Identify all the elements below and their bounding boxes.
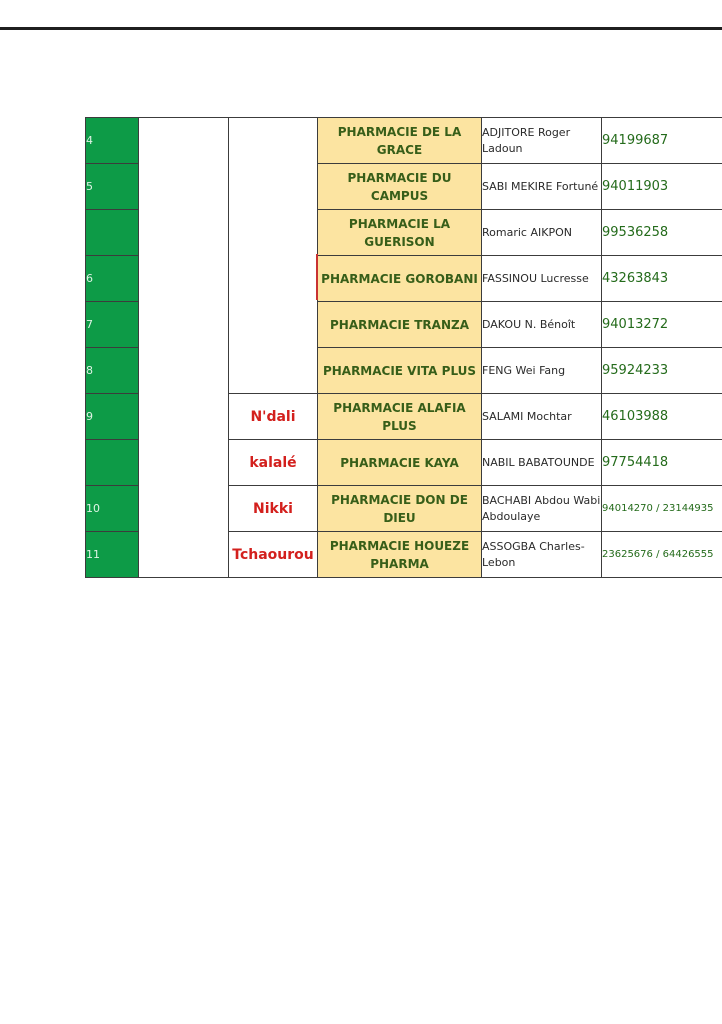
- phone-number: 95924233: [602, 348, 722, 394]
- row-number: 5: [86, 164, 139, 210]
- commune-cell: N'dali: [229, 394, 318, 440]
- pharmacy-name: PHARMACIE DU CAMPUS: [318, 164, 482, 210]
- phone-number: 97754418: [602, 440, 722, 486]
- red-margin-mark: [316, 254, 318, 300]
- owner-name: FASSINOU Lucresse: [482, 256, 602, 302]
- commune-cell: [229, 118, 318, 394]
- table-row: [86, 118, 722, 164]
- row-number: [86, 210, 139, 256]
- owner-name: BACHABI Abdou Wabi Abdoulaye: [482, 486, 602, 532]
- blank-column: [139, 118, 229, 578]
- pharmacy-name: PHARMACIE KAYA: [318, 440, 482, 486]
- row-number: 9: [86, 394, 139, 440]
- row-number: 4: [86, 118, 139, 164]
- phone-number: 46103988: [602, 394, 722, 440]
- row-number: 6: [86, 256, 139, 302]
- pharmacy-name: PHARMACIE ALAFIA PLUS: [318, 394, 482, 440]
- phone-number: 94013272: [602, 302, 722, 348]
- top-rule: [0, 27, 722, 30]
- row-number: 8: [86, 348, 139, 394]
- pharmacy-name: PHARMACIE LA GUERISON: [318, 210, 482, 256]
- commune-cell: Nikki: [229, 486, 318, 532]
- phone-number: 99536258: [602, 210, 722, 256]
- pharmacy-name: PHARMACIE HOUEZE PHARMA: [318, 532, 482, 578]
- phone-number: 43263843: [602, 256, 722, 302]
- pharmacy-table: [85, 117, 722, 578]
- pharmacy-name: PHARMACIE GOROBANI: [318, 256, 482, 302]
- commune-cell: kalalé: [229, 440, 318, 486]
- owner-name: FENG Wei Fang: [482, 348, 602, 394]
- row-number: 7: [86, 302, 139, 348]
- phone-number: 94014270 / 23144935: [602, 486, 722, 532]
- pharmacy-name: PHARMACIE DON DE DIEU: [318, 486, 482, 532]
- owner-name: SABI MEKIRE Fortuné: [482, 164, 602, 210]
- owner-name: NABIL BABATOUNDE: [482, 440, 602, 486]
- row-number: [86, 440, 139, 486]
- owner-name: ADJITORE Roger Ladoun: [482, 118, 602, 164]
- pharmacy-name: PHARMACIE DE LA GRACE: [318, 118, 482, 164]
- pharmacy-name: PHARMACIE TRANZA: [318, 302, 482, 348]
- owner-name: Romaric AIKPON: [482, 210, 602, 256]
- phone-number: 23625676 / 64426555: [602, 532, 722, 578]
- row-number: 10: [86, 486, 139, 532]
- owner-name: DAKOU N. Bénoît: [482, 302, 602, 348]
- phone-number: 94011903: [602, 164, 722, 210]
- phone-number: 94199687: [602, 118, 722, 164]
- owner-name: SALAMI Mochtar: [482, 394, 602, 440]
- row-number: 11: [86, 532, 139, 578]
- commune-cell: Tchaourou: [229, 532, 318, 578]
- owner-name: ASSOGBA Charles-Lebon: [482, 532, 602, 578]
- pharmacy-name: PHARMACIE VITA PLUS: [318, 348, 482, 394]
